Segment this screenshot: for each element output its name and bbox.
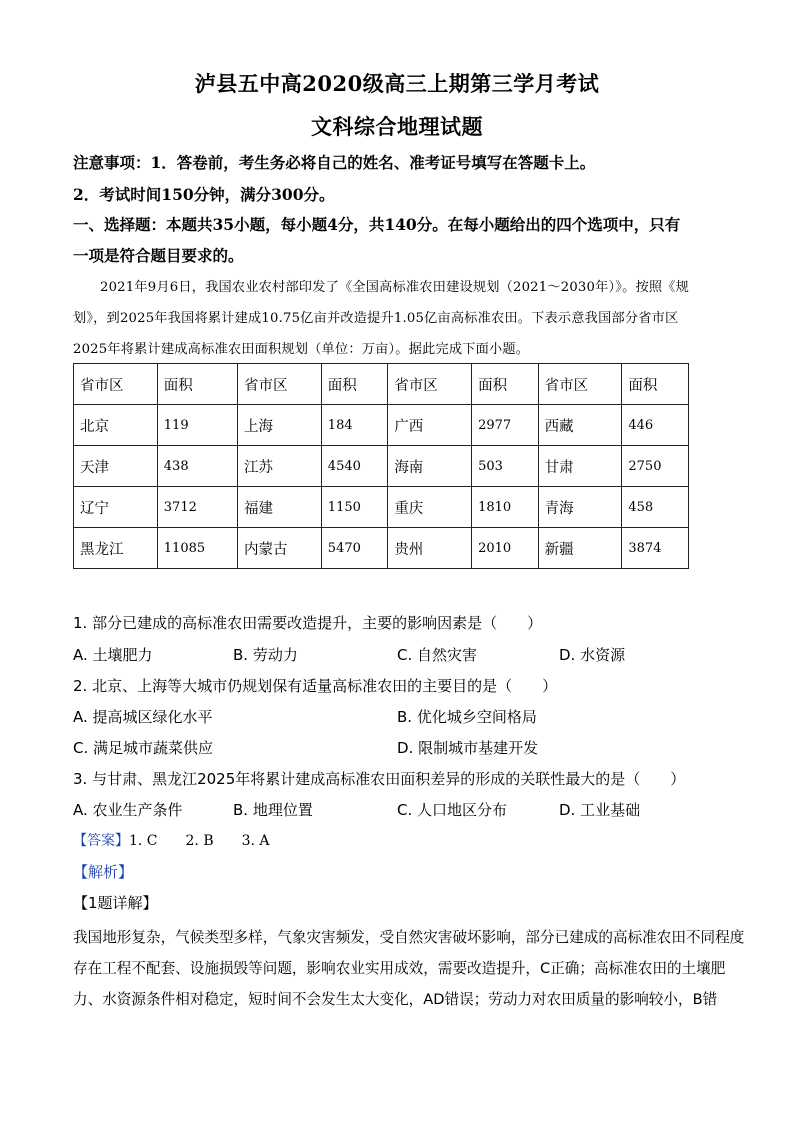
farmland-area-table — [73, 363, 689, 569]
table-row — [74, 405, 689, 446]
table-cell-region: 贵州 — [388, 528, 472, 569]
question-1-stem: 1. 部分已建成的高标准农田需要改造提升，主要的影响因素是（ ） — [73, 614, 543, 632]
table-header-cell: 省市区 — [74, 364, 158, 405]
table-cell-region: 广西 — [388, 405, 472, 446]
question-2-option-a[interactable]: A. 提高城区绿化水平 — [73, 708, 213, 726]
table-cell-region: 辽宁 — [74, 487, 158, 528]
table-cell-area: 458 — [622, 487, 689, 528]
table-row — [74, 528, 689, 569]
table-cell-area: 4540 — [321, 446, 388, 487]
table-cell-region: 重庆 — [388, 487, 472, 528]
question-3-option-b[interactable]: B. 地理位置 — [233, 801, 313, 819]
table-cell-region: 黑龙江 — [74, 528, 158, 569]
detail-line-2: 存在工程不配套、设施损毁等问题，影响农业实用成效，需要改造提升，C正确；高标准农田的土壤肥 — [73, 960, 726, 977]
notice-line-2: 2．考试时间150分钟，满分300分。 — [73, 185, 335, 204]
question-1-option-b[interactable]: B. 劳动力 — [233, 646, 298, 664]
table-cell-area: 3874 — [622, 528, 689, 569]
table-header-cell: 省市区 — [388, 364, 472, 405]
table-cell-region: 北京 — [74, 405, 158, 446]
table-header-cell: 省市区 — [538, 364, 622, 405]
table-cell-area: 503 — [472, 446, 539, 487]
question-3-stem: 3. 与甘肃、黑龙江2025年将累计建成高标准农田面积差异的形成的关联性最大的是（ ） — [73, 770, 686, 788]
detail-label: 【1题详解】 — [73, 894, 158, 912]
notice-line-1: 注意事项：1．答卷前，考生务必将自己的姓名、准考证号填写在答题卡上。 — [73, 153, 596, 172]
table-cell-area: 2977 — [472, 405, 539, 446]
section-heading-line-2: 一项是符合题目要求的。 — [73, 246, 244, 265]
table-cell-area: 1150 — [321, 487, 388, 528]
table-cell-area: 1810 — [472, 487, 539, 528]
table-header-cell: 省市区 — [238, 364, 322, 405]
table-cell-region: 海南 — [388, 446, 472, 487]
question-1-option-c[interactable]: C. 自然灾害 — [397, 646, 478, 664]
answer-label: 【答案】 — [73, 833, 129, 849]
answer-values: 1. C 2. B 3. A — [129, 833, 270, 849]
table-row — [74, 487, 689, 528]
table-cell-region: 青海 — [538, 487, 622, 528]
table-cell-region: 甘肃 — [538, 446, 622, 487]
table-header-cell: 面积 — [472, 364, 539, 405]
answer-line — [73, 830, 723, 850]
question-3-option-d[interactable]: D. 工业基础 — [559, 801, 641, 819]
table-cell-area: 2010 — [472, 528, 539, 569]
table-cell-area: 438 — [157, 446, 237, 487]
table-cell-area: 3712 — [157, 487, 237, 528]
table-cell-region: 上海 — [238, 405, 322, 446]
detail-line-3: 力、水资源条件相对稳定，短时间不会发生太大变化，AD错误；劳动力对农田质量的影响较小，B错 — [73, 991, 718, 1008]
table-cell-region: 西藏 — [538, 405, 622, 446]
table-row — [74, 446, 689, 487]
section-heading-line-1: 一、选择题：本题共35小题，每小题4分，共140分。在每小题给出的四个选项中，只有 — [73, 215, 681, 234]
question-2-option-c[interactable]: C. 满足城市蔬菜供应 — [73, 739, 214, 757]
table-cell-area: 446 — [622, 405, 689, 446]
table-header-cell: 面积 — [321, 364, 388, 405]
detail-line-1: 我国地形复杂，气候类型多样，气象灾害频发，受自然灾害破坏影响，部分已建成的高标准农田不同程度 — [73, 929, 745, 946]
table-cell-region: 天津 — [74, 446, 158, 487]
question-3-option-a[interactable]: A. 农业生产条件 — [73, 801, 183, 819]
table-cell-area: 184 — [321, 405, 388, 446]
question-1-option-a[interactable]: A. 土壤肥力 — [73, 646, 153, 664]
table-header-cell: 面积 — [622, 364, 689, 405]
table-cell-region: 福建 — [238, 487, 322, 528]
exam-subtitle: 文科综合地理试题 — [311, 114, 483, 139]
exam-title: 泸县五中高2020级高三上期第三学月考试 — [194, 71, 600, 96]
table-cell-area: 119 — [157, 405, 237, 446]
intro-line-1: 2021年9月6日，我国农业农村部印发了《全国高标准农田建设规划（2021～2030年）》。按照《规 — [100, 280, 690, 295]
table-header-cell: 面积 — [157, 364, 237, 405]
question-1-option-d[interactable]: D. 水资源 — [559, 646, 626, 664]
table-cell-area: 5470 — [321, 528, 388, 569]
question-2-option-d[interactable]: D. 限制城市基建开发 — [397, 739, 539, 757]
question-3-option-c[interactable]: C. 人口地区分布 — [397, 801, 508, 819]
table-cell-area: 11085 — [157, 528, 237, 569]
intro-line-2: 划》，到2025年我国将累计建成10.75亿亩并改造提升1.05亿亩高标准农田。下表示意我国部分省市区 — [73, 311, 679, 326]
table-cell-region: 江苏 — [238, 446, 322, 487]
question-2-option-b[interactable]: B. 优化城乡空间格局 — [397, 708, 537, 726]
question-2-stem: 2. 北京、上海等大城市仍规划保有适量高标准农田的主要目的是（ ） — [73, 677, 558, 695]
table-cell-area: 2750 — [622, 446, 689, 487]
table-cell-region: 内蒙古 — [238, 528, 322, 569]
table-cell-region: 新疆 — [538, 528, 622, 569]
table-header-row — [74, 364, 689, 405]
intro-line-3: 2025年将累计建成高标准农田面积规划（单位：万亩）。据此完成下面小题。 — [73, 342, 530, 357]
analysis-label: 【解析】 — [73, 863, 134, 881]
